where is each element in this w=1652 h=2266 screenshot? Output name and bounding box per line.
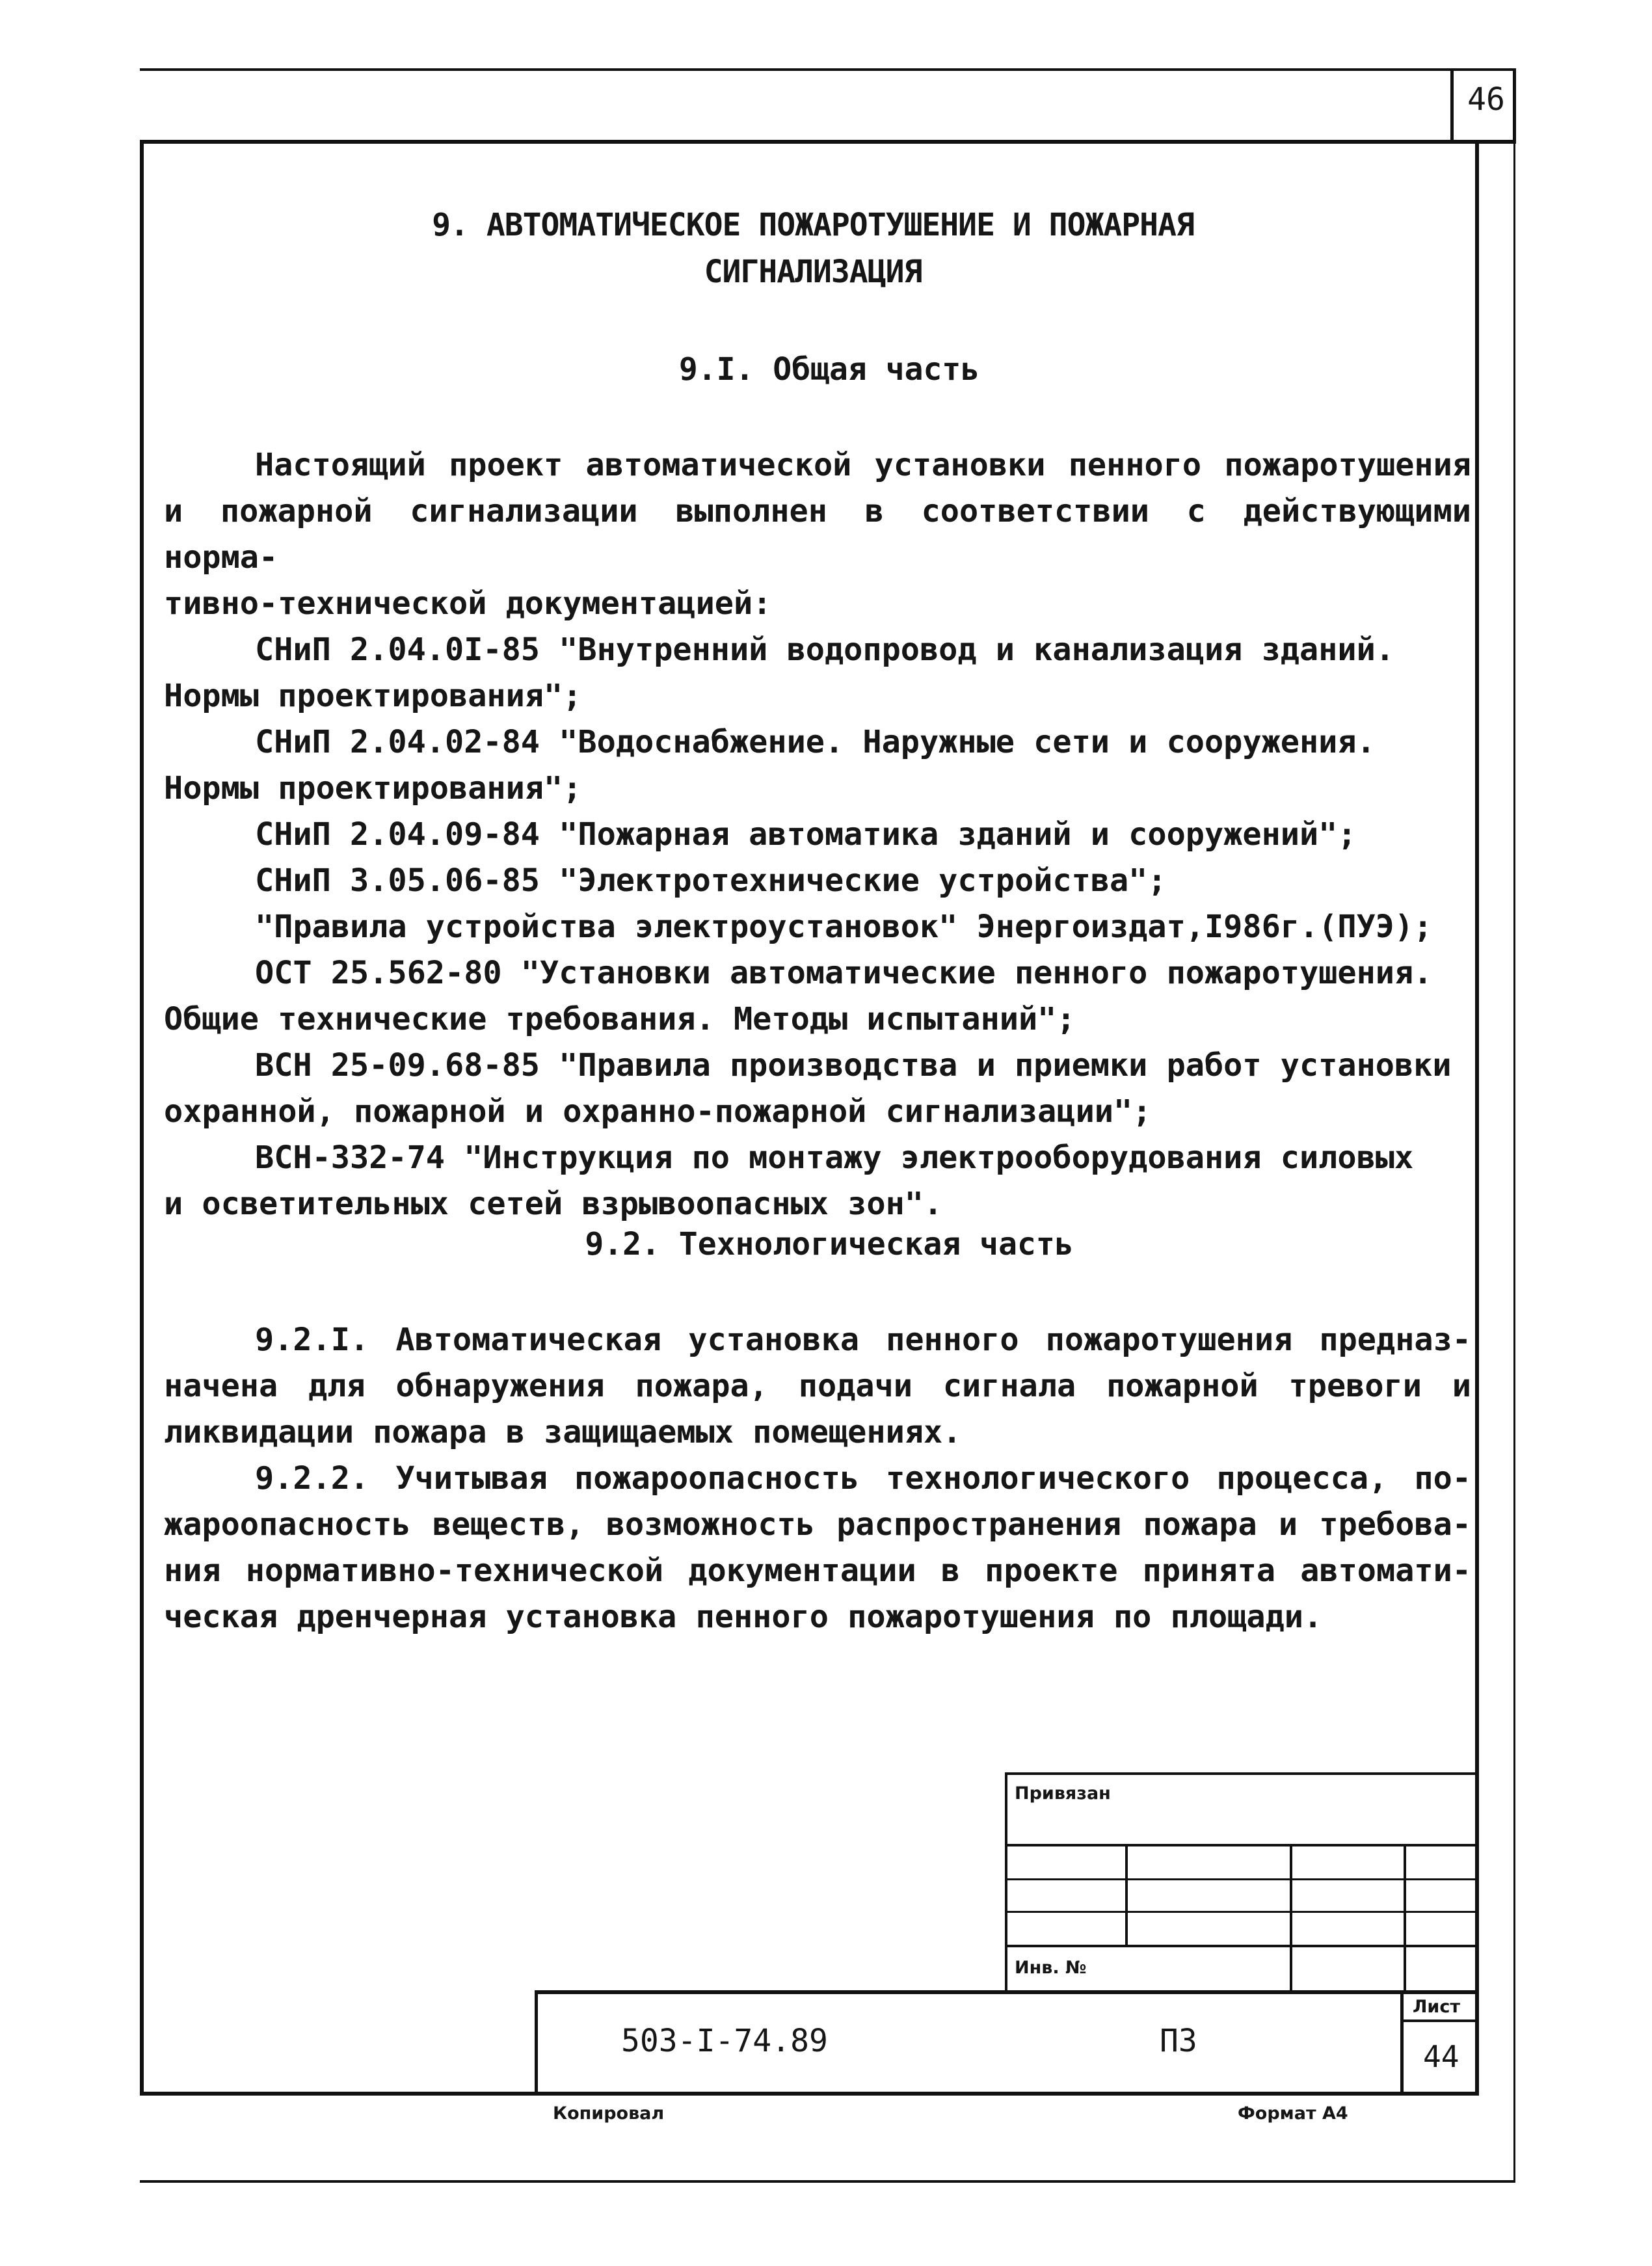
reference-line: Нормы проектирования"; <box>164 770 582 806</box>
reference-line: ВСН 25-09.68-85 "Правила производства и приемки работ установки <box>255 1047 1452 1084</box>
frame-bottom <box>140 2092 1479 2096</box>
section-title-line1: 9. АВТОМАТИЧЕСКОЕ ПОЖАРОТУШЕНИЕ И ПОЖАРНАЯ <box>432 207 1194 243</box>
reference-line: Нормы проектирования"; <box>164 678 582 714</box>
sheet-label: Лист <box>1413 1997 1460 2017</box>
section-title-line2: СИГНАЛИЗАЦИЯ <box>704 254 922 290</box>
format-label: Формат А4 <box>1238 2103 1348 2124</box>
reference-line: СНиП 2.04.0I-85 "Внутренний водопровод и канализация зданий. <box>255 632 1394 668</box>
page-number: 46 <box>1450 70 1519 140</box>
reference-line: "Правила устройства электроустановок" Энергоиздат,I986г.(ПУЭ); <box>255 909 1433 945</box>
text-line: 9.2.2. Учитывая пожароопасность технологического процесса, по- <box>255 1460 1471 1497</box>
reference-line: ВСН-332-74 "Инструкция по монтажу электрооборудования силовых <box>255 1140 1414 1176</box>
reference-line: СНиП 2.04.09-84 "Пожарная автоматика зданий и сооружений"; <box>255 816 1357 853</box>
trim-line-right <box>1513 140 1515 2182</box>
text-line: и пожарной сигнализации выполнен в соответствии с действующими норма- <box>164 493 1471 576</box>
reference-line: охранной, пожарной и охранно-пожарной сигнализации"; <box>164 1093 1152 1130</box>
text-line: тивно-технической документацией: <box>164 585 772 622</box>
text-line: ликвидации пожара в защищаемых помещениях. <box>164 1414 962 1450</box>
subsection-heading-9-2: 9.2. Технологическая часть <box>585 1226 1074 1262</box>
text-line: Настоящий проект автоматической установки пенного пожаротушения <box>255 447 1471 483</box>
text-line: 9.2.I. Автоматическая установка пенного пожаротушения предназ- <box>255 1322 1471 1358</box>
frame-right <box>1475 140 1479 2094</box>
binding-label: Привязан <box>1015 1783 1111 1804</box>
text-line: ческая дренчерная установка пенного пожаротушения по площади. <box>164 1599 1323 1635</box>
sheet-number: 44 <box>1423 2039 1459 2074</box>
text-line: начена для обнаружения пожара, подачи сигнала пожарной тревоги и <box>164 1368 1471 1404</box>
inventory-number-label: Инв. № <box>1015 1958 1087 1978</box>
top-rule <box>140 68 1515 71</box>
text-line: жароопасность веществ, возможность распространения пожара и требова- <box>164 1506 1471 1543</box>
reference-line: и осветительных сетей взрывоопасных зон". <box>164 1186 943 1222</box>
copied-by-label: Копировал <box>553 2103 665 2124</box>
section-9-2-body <box>164 1317 1471 1640</box>
subsection-heading-9-1: 9.I. Общая часть <box>678 351 980 388</box>
trim-line-bottom <box>140 2180 1515 2183</box>
reference-line: ОСТ 25.562-80 "Установки автоматические пенного пожаротушения. <box>255 955 1433 991</box>
reference-line: СНиП 2.04.02-84 "Водоснабжение. Наружные сети и сооружения. <box>255 724 1376 760</box>
document-type: ПЗ <box>1160 2023 1197 2059</box>
text-line: ния нормативно-технической документации в проекте принята автомати- <box>164 1553 1471 1589</box>
document-code: 503-I-74.89 <box>621 2023 828 2059</box>
section-9-1-body <box>164 442 1471 1227</box>
frame-left <box>140 140 144 2094</box>
reference-line: Общие технические требования. Методы испытаний"; <box>164 1001 1076 1037</box>
reference-line: СНиП 3.05.06-85 "Электротехнические устройства"; <box>255 862 1167 899</box>
frame-top <box>140 140 1516 144</box>
